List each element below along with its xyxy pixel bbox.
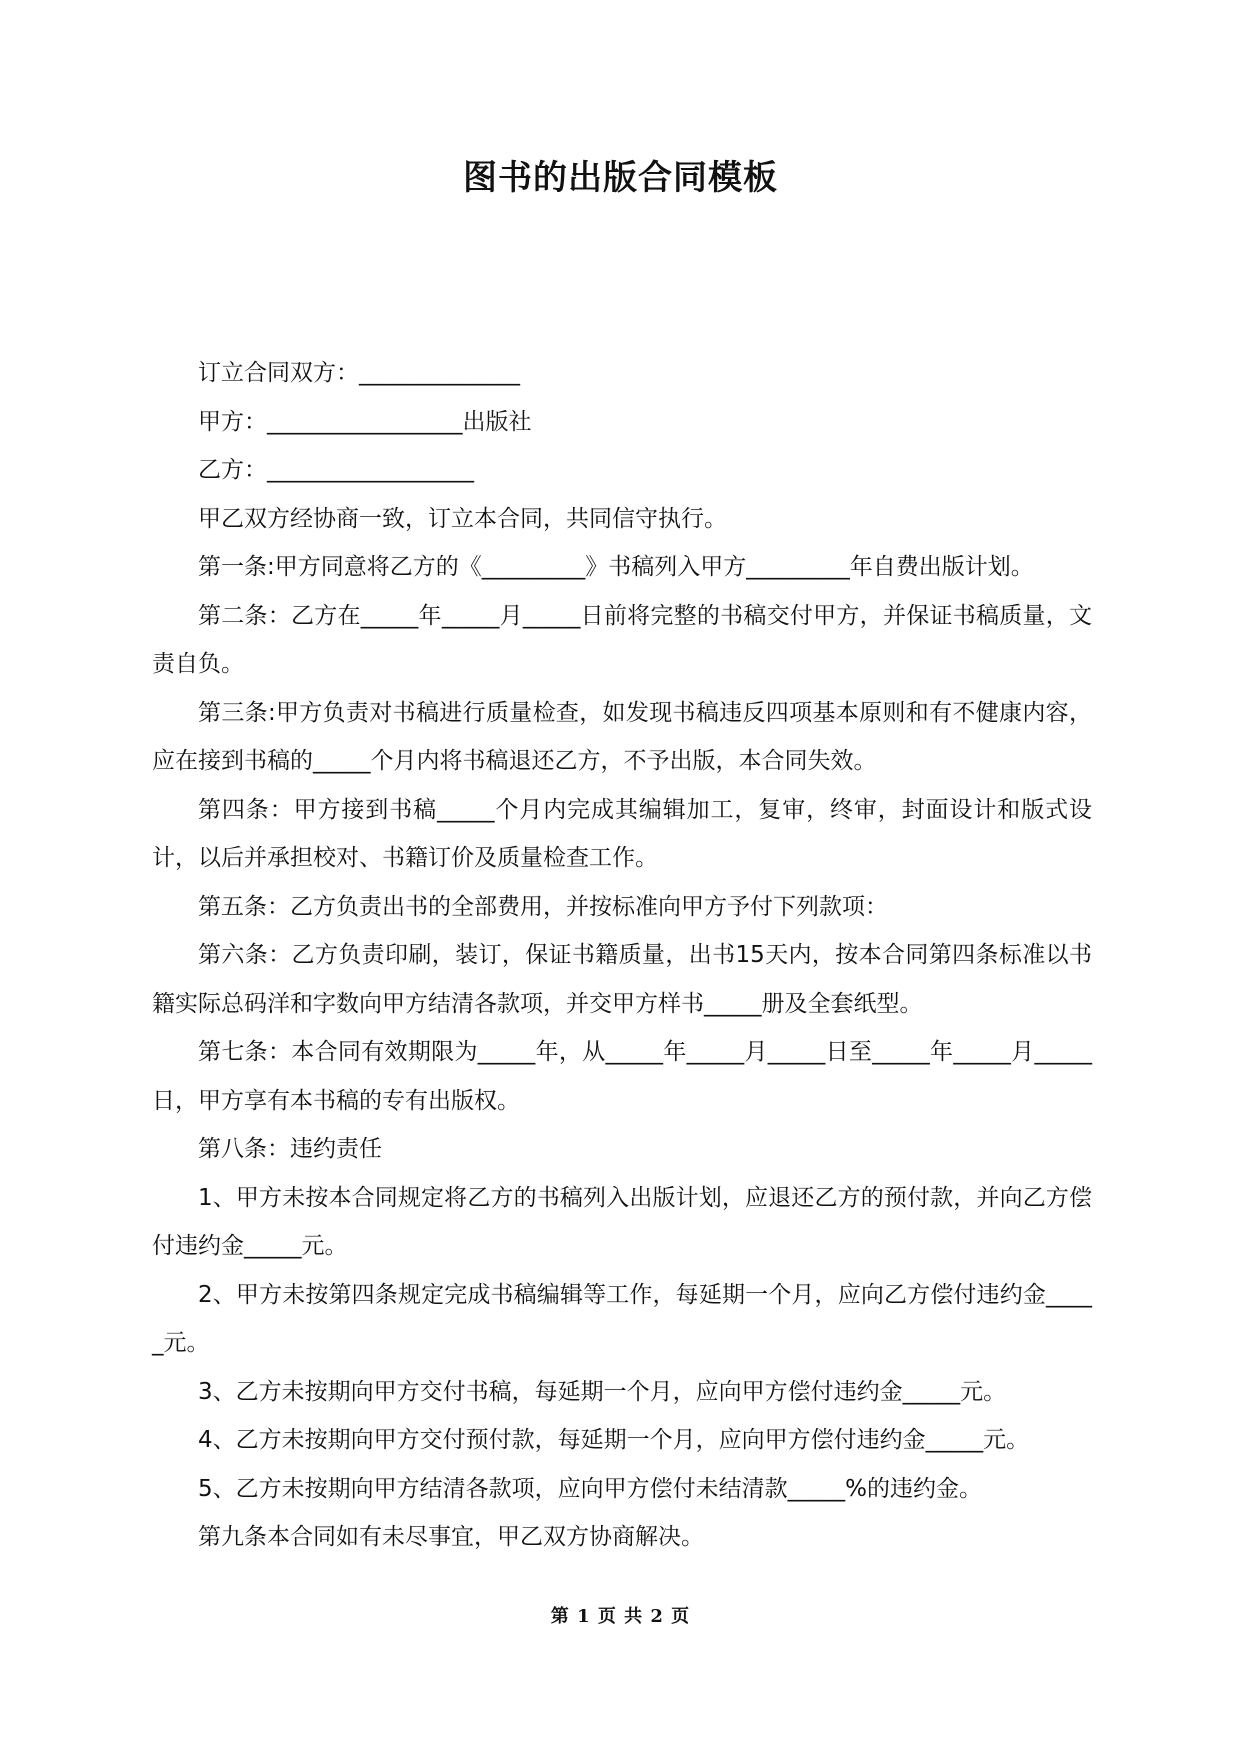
liability-clause-2: 2、甲方未按第四条规定完成书稿编辑等工作，每延期一个月，应向乙方偿付违约金_____元。 bbox=[152, 1281, 1092, 1356]
article-5: 第五条：乙方负责出书的全部费用，并按标准向甲方予付下列款项： bbox=[198, 893, 888, 920]
article-3: 第三条:甲方负责对书稿进行质量检查，如发现书稿违反四项基本原则和有不健康内容，应在接到书稿的_____个月内将书稿退还乙方，不予出版，本合同失效。 bbox=[152, 699, 1092, 774]
page-footer: 第 1 页 共 2 页 bbox=[550, 1606, 691, 1627]
article-4: 第四条：甲方接到书稿_____个月内完成其编辑加工，复审，终审，封面设计和版式设计，以后并承担校对、书籍订价及质量检查工作。 bbox=[152, 796, 1092, 871]
liability-clause-4: 4、乙方未按期向甲方交付预付款，每延期一个月，应向甲方偿付违约金_____元。 bbox=[198, 1427, 1030, 1453]
liability-clause-3: 3、乙方未按期向甲方交付书稿，每延期一个月，应向甲方偿付违约金_____元。 bbox=[198, 1378, 1007, 1405]
party-b-line: 乙方：__________________ bbox=[198, 457, 474, 483]
contract-body bbox=[152, 349, 1092, 1562]
article-2: 第二条：乙方在_____年_____月_____日前将完整的书稿交付甲方，并保证书稿质量，文责自负。 bbox=[152, 602, 1092, 677]
party-a-line: 甲方：_________________出版社 bbox=[198, 408, 532, 435]
agreement-intro: 甲乙双方经协商一致，订立本合同，共同信守执行。 bbox=[198, 505, 727, 532]
article-6: 第六条：乙方负责印刷，装订，保证书籍质量，出书15天内，按本合同第四条标准以书籍实际总码洋和字数向甲方结清各款项，并交甲方样书_____册及全套纸型。 bbox=[152, 942, 1092, 1017]
page-title: 图书的出版合同模板 bbox=[463, 158, 778, 198]
article-9: 第九条本合同如有未尽事宜，甲乙双方协商解决。 bbox=[198, 1524, 704, 1550]
article-1: 第一条:甲方同意将乙方的《_________》书稿列入甲方_________年自费出版计划。 bbox=[198, 554, 1034, 580]
article-8-heading: 第八条：违约责任 bbox=[198, 1136, 382, 1162]
contract-parties-line: 订立合同双方：______________ bbox=[198, 360, 520, 386]
article-7: 第七条：本合同有效期限为_____年，从_____年_____月_____日至_____年_____月_____日，甲方享有本书稿的专有出版权。 bbox=[152, 1039, 1092, 1114]
liability-clause-5: 5、乙方未按期向甲方结清各款项，应向甲方偿付未结清款_____%的违约金。 bbox=[198, 1475, 982, 1502]
liability-clause-1: 1、甲方未按本合同规定将乙方的书稿列入出版计划，应退还乙方的预付款，并向乙方偿付违约金_____元。 bbox=[152, 1184, 1092, 1259]
